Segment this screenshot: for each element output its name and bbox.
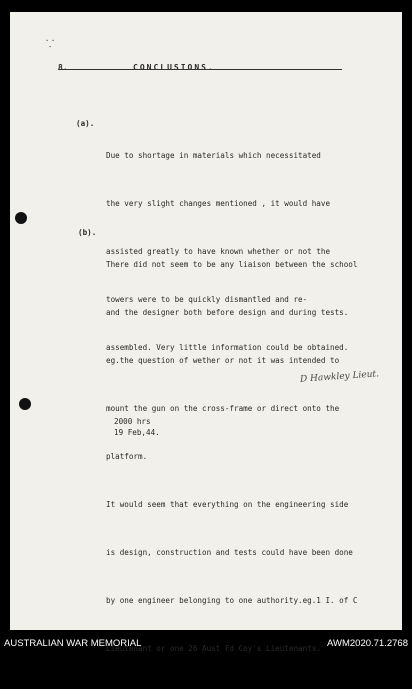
item-b-line: There did not seem to be any liaison between the school: [106, 260, 358, 269]
item-b-line: It would seem that everything on the engineering side: [106, 500, 349, 509]
footer-right: AWM2020.71.2768: [327, 638, 408, 649]
item-b-line: Lieutenant or one 26 Aust Fd Coy's Lieutenants.: [106, 644, 321, 653]
item-b-line: eg.the question of wether or not it was intended to: [106, 356, 340, 365]
date-stamp: 19 Feb,44.: [114, 428, 160, 437]
item-a-line: towers were to be quickly dismantled and re-: [106, 295, 308, 304]
punch-hole-icon: [15, 212, 27, 224]
item-a-label: (a).: [76, 119, 95, 128]
item-a-line: assembled. Very little information could be obtained.: [106, 343, 349, 352]
item-b-line: is design, construction and tests could have been done: [106, 548, 353, 557]
section-title: CONCLUSIONS.: [133, 63, 215, 72]
item-b-line: and the designer both before design and during tests.: [106, 308, 349, 317]
item-b-line: platform.: [106, 452, 148, 461]
item-a-line: the very slight changes mentioned , it would have: [106, 199, 331, 208]
item-b-text: [106, 225, 376, 689]
item-b-label: (b).: [78, 228, 97, 237]
item-a-line: assisted greatly to have known whether or not the: [106, 247, 331, 256]
section-number: 8.: [58, 63, 68, 72]
item-a-line: Due to shortage in materials which necessitated: [106, 151, 321, 160]
signature: D Hawkley Lieut.: [299, 369, 380, 385]
footer-left: AUSTRALIAN WAR MEMORIAL: [4, 638, 142, 649]
pencil-mark-icon: ⸪: [46, 39, 55, 50]
time-stamp: 2000 hrs: [114, 417, 151, 426]
heading-underline: [58, 69, 342, 70]
item-b-line: mount the gun on the cross-frame or direct onto the: [106, 404, 340, 413]
item-b-line: by one engineer belonging to one authority.eg.1 I. of C: [106, 596, 358, 605]
punch-hole-icon: [19, 398, 31, 410]
